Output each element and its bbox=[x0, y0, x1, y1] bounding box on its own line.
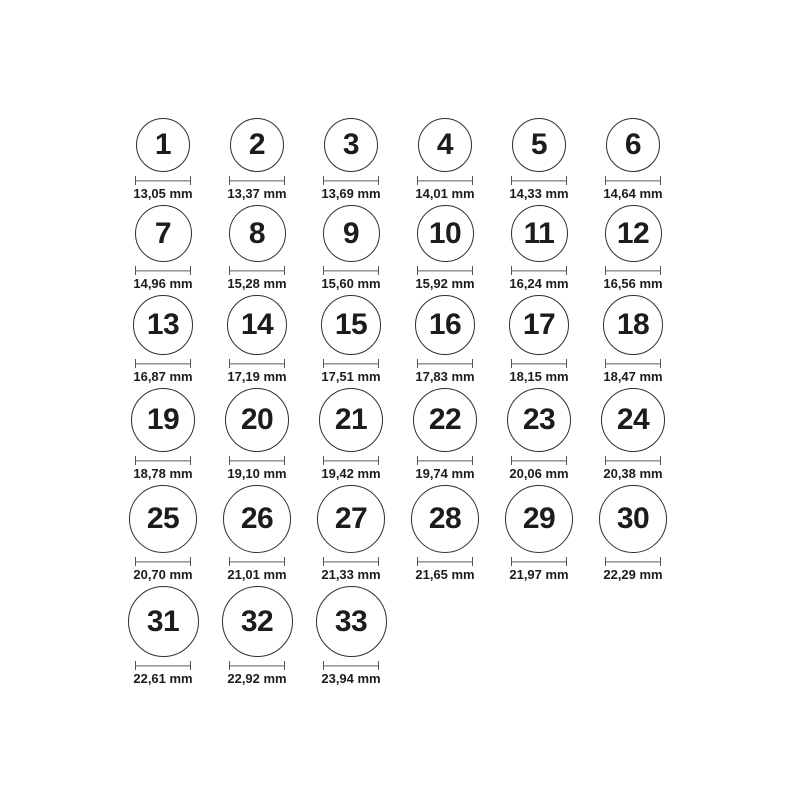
diameter-label: 21,01 mm bbox=[227, 567, 287, 582]
ring-size-number: 5 bbox=[530, 128, 548, 161]
ring-size-number: 18 bbox=[616, 308, 650, 341]
diameter-measure-line bbox=[605, 266, 661, 275]
diameter-measure-line bbox=[605, 359, 661, 368]
ring-size-cell bbox=[304, 118, 398, 201]
diameter-label: 21,97 mm bbox=[509, 567, 569, 582]
ring-circle bbox=[606, 118, 660, 172]
diameter-measure-line bbox=[135, 557, 191, 566]
ring-size-number: 1 bbox=[154, 128, 172, 161]
diameter-measure-line bbox=[417, 359, 473, 368]
diameter-measure-line bbox=[323, 661, 379, 670]
diameter-label: 22,29 mm bbox=[603, 567, 663, 582]
ring-size-number: 31 bbox=[146, 604, 180, 638]
ring-circle bbox=[507, 388, 571, 452]
ring-circle bbox=[225, 388, 289, 452]
ring-size-number: 19 bbox=[146, 403, 180, 436]
ring-size-number: 14 bbox=[240, 308, 274, 341]
ring-circle bbox=[222, 586, 293, 657]
diameter-measure-line bbox=[135, 359, 191, 368]
ring-size-cell bbox=[210, 295, 304, 384]
diameter-measure-line bbox=[511, 266, 567, 275]
ring-size-cell bbox=[210, 205, 304, 291]
diameter-measure-line bbox=[511, 359, 567, 368]
ring-circle bbox=[230, 118, 284, 172]
ring-circle bbox=[323, 205, 380, 262]
ring-circle bbox=[415, 295, 475, 355]
ring-size-number: 29 bbox=[522, 502, 556, 535]
ring-size-cell bbox=[210, 485, 304, 582]
ring-size-number: 27 bbox=[334, 502, 368, 535]
diameter-measure-line bbox=[417, 176, 473, 185]
ring-circle bbox=[136, 118, 190, 172]
ring-size-cell bbox=[210, 118, 304, 201]
ring-size-cell bbox=[398, 485, 492, 582]
ring-size-number: 21 bbox=[334, 403, 368, 436]
diameter-measure-line bbox=[229, 359, 285, 368]
diameter-label: 18,78 mm bbox=[133, 466, 193, 481]
diameter-measure-line bbox=[323, 359, 379, 368]
ring-size-number: 22 bbox=[428, 403, 462, 436]
ring-size-cell bbox=[304, 485, 398, 582]
ring-circle bbox=[319, 388, 383, 452]
diameter-measure-line bbox=[605, 456, 661, 465]
ring-size-cell bbox=[116, 586, 210, 686]
ring-size-number: 20 bbox=[240, 403, 274, 436]
diameter-measure-line bbox=[323, 266, 379, 275]
ring-size-cell bbox=[398, 118, 492, 201]
diameter-label: 22,61 mm bbox=[133, 671, 193, 686]
diameter-measure-line bbox=[511, 557, 567, 566]
ring-size-cell bbox=[492, 485, 586, 582]
diameter-label: 17,19 mm bbox=[227, 369, 287, 384]
diameter-label: 15,28 mm bbox=[227, 276, 287, 291]
ring-size-number: 10 bbox=[428, 216, 462, 250]
diameter-label: 17,83 mm bbox=[415, 369, 475, 384]
diameter-measure-line bbox=[135, 266, 191, 275]
ring-size-cell bbox=[210, 388, 304, 481]
diameter-measure-line bbox=[511, 456, 567, 465]
ring-size-cell bbox=[492, 388, 586, 481]
ring-circle bbox=[605, 205, 662, 262]
diameter-label: 13,05 mm bbox=[133, 186, 193, 201]
ring-circle bbox=[317, 485, 385, 553]
ring-size-number: 9 bbox=[342, 216, 360, 250]
ring-circle bbox=[512, 118, 566, 172]
diameter-label: 14,33 mm bbox=[509, 186, 569, 201]
diameter-label: 14,96 mm bbox=[133, 276, 193, 291]
diameter-label: 14,64 mm bbox=[603, 186, 663, 201]
ring-circle bbox=[505, 485, 573, 553]
diameter-label: 21,33 mm bbox=[321, 567, 381, 582]
ring-size-cell bbox=[116, 485, 210, 582]
ring-size-number: 26 bbox=[240, 502, 274, 535]
ring-size-number: 4 bbox=[436, 128, 454, 161]
diameter-measure-line bbox=[605, 557, 661, 566]
ring-circle bbox=[316, 586, 387, 657]
ring-circle bbox=[133, 295, 193, 355]
diameter-label: 16,87 mm bbox=[133, 369, 193, 384]
ring-circle bbox=[417, 205, 474, 262]
ring-size-cell bbox=[586, 118, 680, 201]
ring-size-number: 2 bbox=[248, 128, 266, 161]
diameter-measure-line bbox=[417, 456, 473, 465]
ring-size-number: 13 bbox=[146, 308, 180, 341]
ring-size-number: 12 bbox=[616, 216, 650, 250]
ring-size-cell bbox=[398, 295, 492, 384]
ring-size-cell bbox=[492, 205, 586, 291]
ring-size-cell bbox=[586, 295, 680, 384]
diameter-label: 13,37 mm bbox=[227, 186, 287, 201]
diameter-label: 18,15 mm bbox=[509, 369, 569, 384]
ring-size-cell bbox=[586, 485, 680, 582]
diameter-label: 19,74 mm bbox=[415, 466, 475, 481]
diameter-measure-line bbox=[417, 557, 473, 566]
ring-size-number: 23 bbox=[522, 403, 556, 436]
diameter-label: 14,01 mm bbox=[415, 186, 475, 201]
ring-size-number: 24 bbox=[616, 403, 650, 436]
diameter-label: 16,56 mm bbox=[603, 276, 663, 291]
diameter-measure-line bbox=[135, 661, 191, 670]
diameter-measure-line bbox=[323, 176, 379, 185]
ring-size-chart bbox=[116, 118, 680, 686]
ring-circle bbox=[418, 118, 472, 172]
ring-circle bbox=[229, 205, 286, 262]
ring-size-cell bbox=[210, 586, 304, 686]
diameter-label: 19,42 mm bbox=[321, 466, 381, 481]
diameter-measure-line bbox=[511, 176, 567, 185]
ring-circle bbox=[324, 118, 378, 172]
ring-size-cell bbox=[398, 388, 492, 481]
ring-size-number: 32 bbox=[240, 604, 274, 638]
ring-size-number: 30 bbox=[616, 502, 650, 535]
ring-circle bbox=[223, 485, 291, 553]
ring-size-number: 8 bbox=[248, 216, 266, 250]
ring-size-number: 33 bbox=[334, 604, 368, 638]
diameter-label: 20,38 mm bbox=[603, 466, 663, 481]
ring-size-number: 17 bbox=[522, 308, 556, 341]
diameter-measure-line bbox=[229, 176, 285, 185]
ring-size-number: 15 bbox=[334, 308, 368, 341]
diameter-label: 23,94 mm bbox=[321, 671, 381, 686]
ring-circle bbox=[509, 295, 569, 355]
diameter-label: 21,65 mm bbox=[415, 567, 475, 582]
ring-circle bbox=[603, 295, 663, 355]
ring-size-number: 11 bbox=[523, 216, 555, 250]
diameter-label: 20,70 mm bbox=[133, 567, 193, 582]
diameter-measure-line bbox=[229, 661, 285, 670]
diameter-measure-line bbox=[229, 266, 285, 275]
diameter-label: 16,24 mm bbox=[509, 276, 569, 291]
ring-size-number: 25 bbox=[146, 502, 180, 535]
ring-size-cell bbox=[304, 388, 398, 481]
diameter-measure-line bbox=[417, 266, 473, 275]
ring-circle bbox=[413, 388, 477, 452]
ring-size-number: 6 bbox=[624, 128, 642, 161]
ring-size-cell bbox=[586, 205, 680, 291]
ring-size-cell bbox=[116, 295, 210, 384]
ring-circle bbox=[599, 485, 667, 553]
ring-circle bbox=[129, 485, 197, 553]
ring-circle bbox=[128, 586, 199, 657]
diameter-measure-line bbox=[229, 557, 285, 566]
ring-circle bbox=[601, 388, 665, 452]
ring-circle bbox=[135, 205, 192, 262]
diameter-label: 19,10 mm bbox=[227, 466, 287, 481]
ring-circle bbox=[411, 485, 479, 553]
diameter-measure-line bbox=[135, 456, 191, 465]
diameter-label: 13,69 mm bbox=[321, 186, 381, 201]
diameter-label: 20,06 mm bbox=[509, 466, 569, 481]
diameter-label: 18,47 mm bbox=[603, 369, 663, 384]
ring-size-number: 16 bbox=[428, 308, 462, 341]
diameter-measure-line bbox=[323, 456, 379, 465]
ring-size-cell bbox=[586, 388, 680, 481]
ring-size-cell bbox=[304, 205, 398, 291]
ring-circle bbox=[227, 295, 287, 355]
ring-size-cell bbox=[116, 388, 210, 481]
diameter-label: 17,51 mm bbox=[321, 369, 381, 384]
ring-size-cell bbox=[116, 118, 210, 201]
ring-circle bbox=[131, 388, 195, 452]
ring-size-cell bbox=[304, 586, 398, 686]
diameter-label: 15,92 mm bbox=[415, 276, 475, 291]
ring-circle bbox=[321, 295, 381, 355]
diameter-measure-line bbox=[135, 176, 191, 185]
ring-size-cell bbox=[492, 295, 586, 384]
ring-size-cell bbox=[492, 118, 586, 201]
ring-size-cell bbox=[304, 295, 398, 384]
ring-size-cell bbox=[116, 205, 210, 291]
ring-size-number: 3 bbox=[342, 128, 360, 161]
ring-size-number: 7 bbox=[154, 216, 172, 250]
diameter-label: 15,60 mm bbox=[321, 276, 381, 291]
ring-size-number: 28 bbox=[428, 502, 462, 535]
diameter-measure-line bbox=[605, 176, 661, 185]
ring-circle bbox=[511, 205, 568, 262]
ring-size-cell bbox=[398, 205, 492, 291]
diameter-measure-line bbox=[323, 557, 379, 566]
diameter-measure-line bbox=[229, 456, 285, 465]
diameter-label: 22,92 mm bbox=[227, 671, 287, 686]
